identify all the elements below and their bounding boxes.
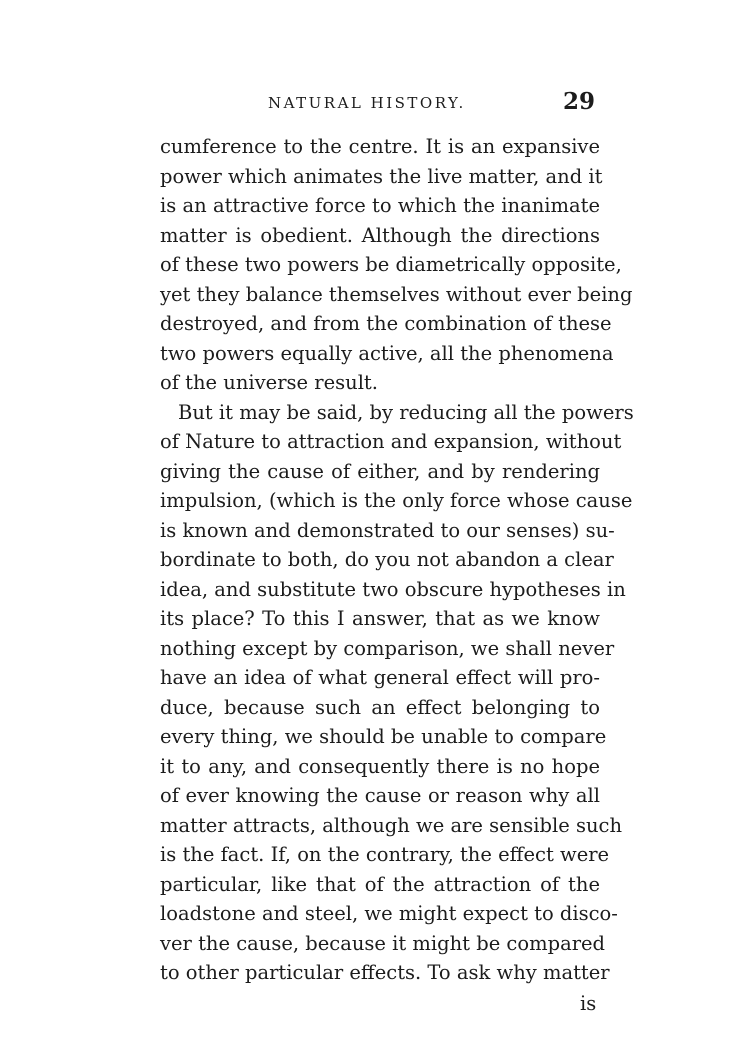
text-line: impulsion, (which is the only force whose cause <box>160 489 633 512</box>
text-line: of Nature to attraction and expansion, without <box>160 430 622 453</box>
text-line: duce, because such an effect belonging to <box>160 695 600 719</box>
text-line: it to any, and consequently there is no hope <box>160 754 600 778</box>
page-number: 29 <box>563 88 596 115</box>
text-line: yet they balance themselves without ever being <box>160 282 633 306</box>
text-line: every thing, we should be unable to compare <box>160 725 607 748</box>
text-line: loadstone and steel, we might expect to disco- <box>160 902 618 925</box>
text-line: matter attracts, although we are sensible such <box>160 813 623 837</box>
text-line: cumference to the centre. It is an expansive <box>160 135 600 158</box>
text-line: idea, and substitute two obscure hypotheses in <box>160 577 626 601</box>
text-line: matter is obedient. Although the directions <box>160 223 600 247</box>
text-line: of these two powers be diametrically opposite, <box>160 253 622 276</box>
text-line: is known and demonstrated to our senses) su- <box>160 518 615 542</box>
text-line: of ever knowing the cause or reason why all <box>160 784 600 807</box>
text-line: ver the cause, because it might be compared <box>160 931 606 955</box>
text-line: two powers equally active, all the phenomena <box>160 341 614 365</box>
text-line: of the universe result. <box>160 371 378 394</box>
body-text <box>160 132 634 988</box>
text-line: giving the cause of either, and by rendering <box>160 459 600 483</box>
text-line: is an attractive force to which the inanimate <box>160 194 600 217</box>
text-line: nothing except by comparison, we shall never <box>160 636 615 660</box>
text-line: bordinate to both, do you not abandon a clear <box>160 548 614 571</box>
text-line: to other particular effects. To ask why matter <box>160 961 610 984</box>
text-line: power which animates the live matter, and it <box>160 164 603 188</box>
text-line: is the fact. If, on the contrary, the effect were <box>160 843 610 866</box>
text-line: have an idea of what general effect will pro- <box>160 666 600 689</box>
text-line: its place? To this I answer, that as we know <box>160 607 600 630</box>
catchword: is <box>580 992 597 1015</box>
text-line: destroyed, and from the combination of these <box>160 312 612 335</box>
text-line: But it may be said, by reducing all the powers <box>178 400 634 424</box>
text-line: particular, like that of the attraction of the <box>160 872 600 896</box>
running-head: NATURAL HISTORY. <box>268 94 466 112</box>
